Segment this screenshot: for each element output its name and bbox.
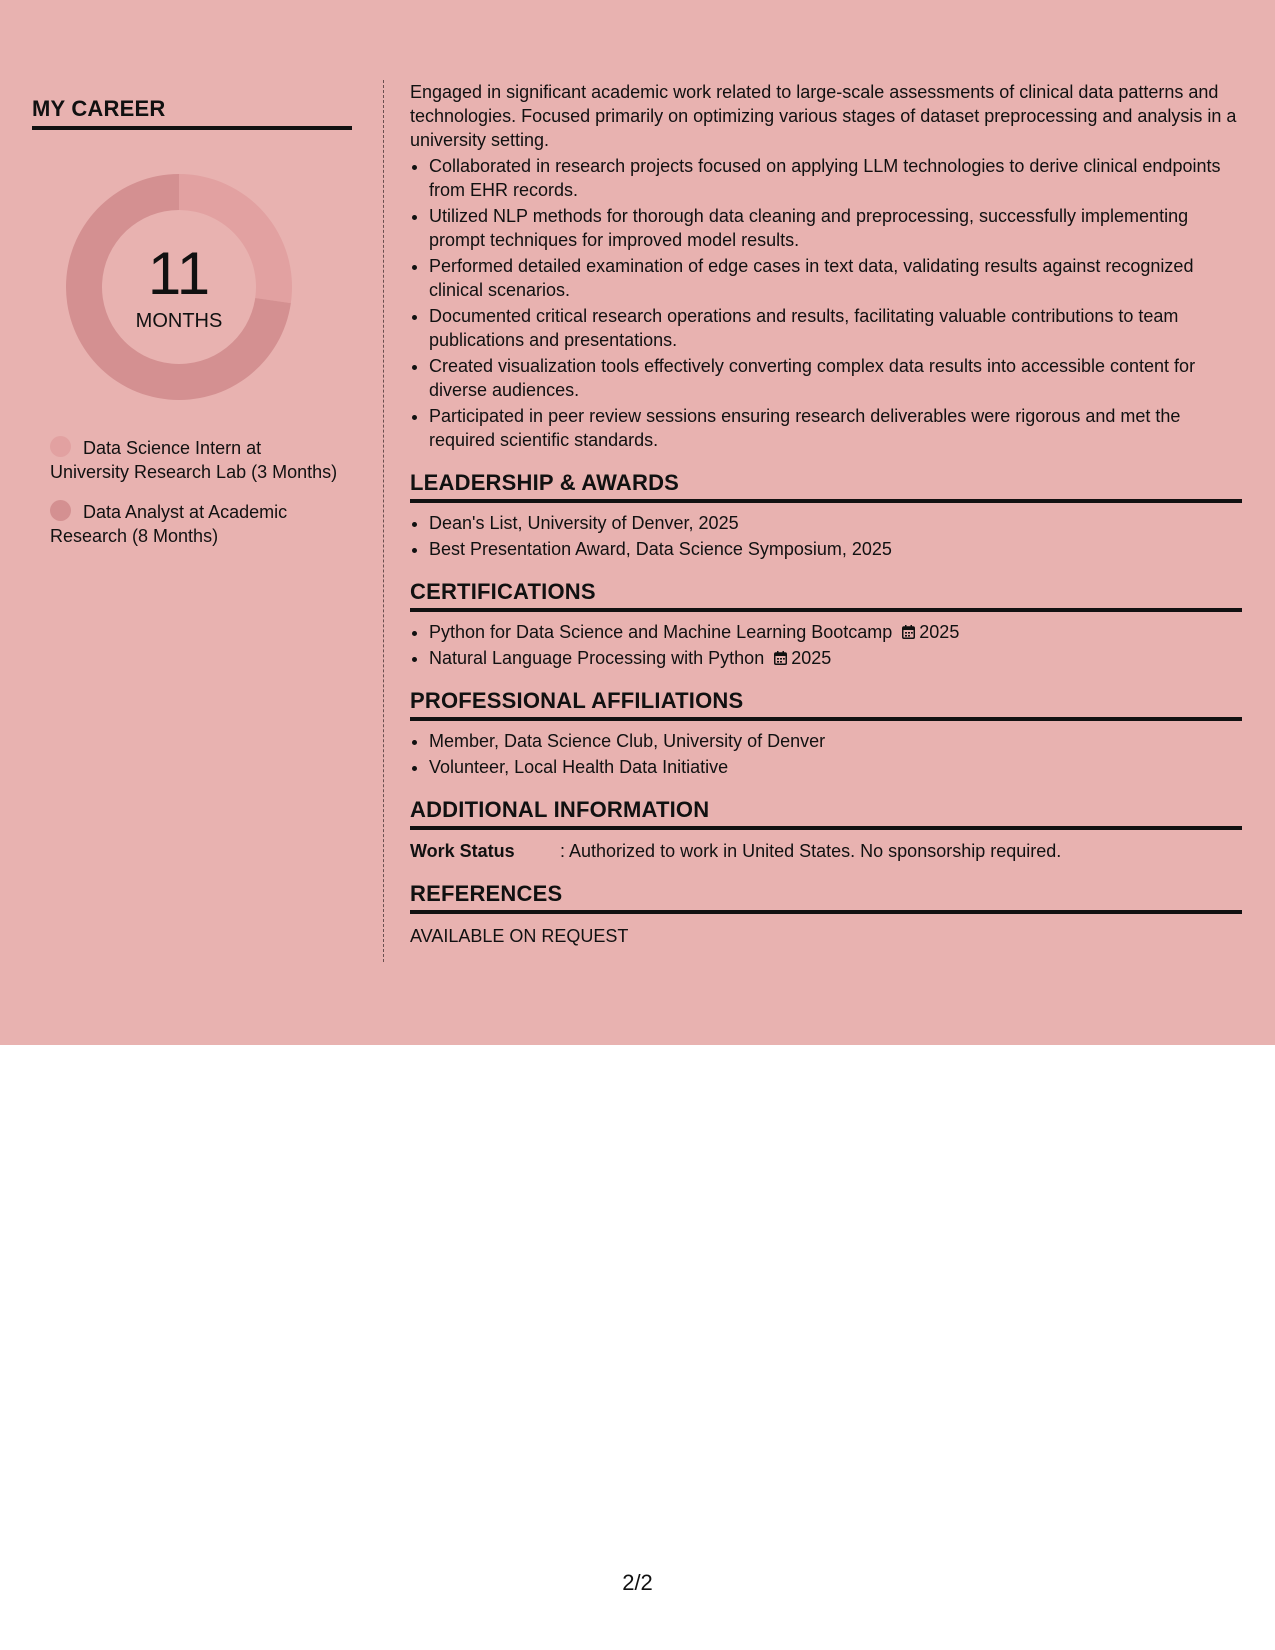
calendar-icon bbox=[774, 651, 787, 665]
certification-name: Natural Language Processing with Python bbox=[429, 648, 765, 668]
experience-bullet: • Collaborated in research projects focused on applying LLM technologies to derive clinical endpoints from EHR records. bbox=[429, 154, 1242, 202]
legend-swatch-icon bbox=[50, 500, 71, 521]
career-legend bbox=[50, 436, 340, 548]
affiliations-title-rule bbox=[410, 717, 1242, 721]
work-status-value: : Authorized to work in United States. No sponsorship required. bbox=[560, 841, 1062, 861]
leadership-section bbox=[410, 470, 1242, 561]
additional-info-section bbox=[410, 797, 1242, 863]
legend-label: Data Analyst at Academic Research (8 Months) bbox=[50, 502, 288, 546]
leadership-title: LEADERSHIP & AWARDS bbox=[410, 470, 680, 495]
career-legend-item bbox=[50, 436, 340, 484]
certification-item bbox=[429, 646, 1242, 670]
career-donut-chart bbox=[66, 174, 292, 400]
legend-label: Data Science Intern at University Research Lab (3 Months) bbox=[50, 438, 338, 482]
calendar-icon bbox=[902, 625, 915, 639]
certification-year: 2025 bbox=[791, 648, 832, 668]
affiliations-title: PROFESSIONAL AFFILIATIONS bbox=[410, 688, 744, 713]
references-text: AVAILABLE ON REQUEST bbox=[410, 926, 629, 946]
experience-bullet: • Performed detailed examination of edge cases in text data, validating results against recognized clinical scenarios. bbox=[429, 254, 1242, 302]
experience-bullet: • Created visualization tools effectively converting complex data results into accessible content for diverse audiences. bbox=[429, 354, 1242, 402]
certification-item bbox=[429, 620, 1242, 644]
experience-bullet: • Utilized NLP methods for thorough data cleaning and preprocessing, successfully implementing prompt techniques for improved model results. bbox=[429, 204, 1242, 252]
page-number: 2/2 bbox=[622, 1570, 653, 1595]
certifications-title: CERTIFICATIONS bbox=[410, 579, 596, 604]
affiliation-item: • Member, Data Science Club, University of Denver bbox=[429, 729, 1242, 753]
references-title-rule bbox=[410, 910, 1242, 914]
leadership-title-rule bbox=[410, 499, 1242, 503]
additional-info-title: ADDITIONAL INFORMATION bbox=[410, 797, 710, 822]
column-divider bbox=[383, 80, 384, 962]
experience-bullet: • Documented critical research operations and results, facilitating valuable contributions to team publications and presentations. bbox=[429, 304, 1242, 352]
legend-swatch-icon bbox=[50, 436, 71, 457]
references-title: REFERENCES bbox=[410, 881, 563, 906]
certifications-title-rule bbox=[410, 608, 1242, 612]
career-title-rule bbox=[32, 126, 352, 130]
career-total-value: 11 bbox=[147, 240, 211, 307]
experience-bullet: • Participated in peer review sessions ensuring research deliverables were rigorous and met the required scientific standards. bbox=[429, 404, 1242, 452]
references-section bbox=[410, 881, 1242, 948]
affiliation-item: • Volunteer, Local Health Data Initiative bbox=[429, 755, 1242, 779]
certifications-section bbox=[410, 579, 1242, 670]
leadership-list bbox=[410, 511, 1242, 561]
certifications-list bbox=[410, 620, 1242, 670]
certification-name: Python for Data Science and Machine Learning Bootcamp bbox=[429, 622, 893, 642]
work-status-label: Work Status bbox=[410, 841, 515, 861]
career-title: MY CAREER bbox=[32, 96, 166, 121]
experience-intro: Engaged in significant academic work related to large-scale assessments of clinical data patterns and technologies. Focused primarily on optimizing various stages of dataset preprocessing and analysis in a university setting. bbox=[410, 82, 1237, 150]
affiliations-section bbox=[410, 688, 1242, 779]
leadership-item: • Best Presentation Award, Data Science Symposium, 2025 bbox=[429, 537, 1242, 561]
career-legend-item bbox=[50, 500, 340, 548]
work-status-row bbox=[410, 839, 1242, 863]
affiliations-list bbox=[410, 729, 1242, 779]
leadership-item: • Dean's List, University of Denver, 2025 bbox=[429, 511, 1242, 535]
certification-year: 2025 bbox=[919, 622, 960, 642]
career-total-unit: MONTHS bbox=[135, 310, 223, 332]
experience-bullets bbox=[410, 154, 1242, 452]
career-sidebar bbox=[32, 96, 352, 564]
additional-info-title-rule bbox=[410, 826, 1242, 830]
main-content bbox=[410, 80, 1242, 948]
